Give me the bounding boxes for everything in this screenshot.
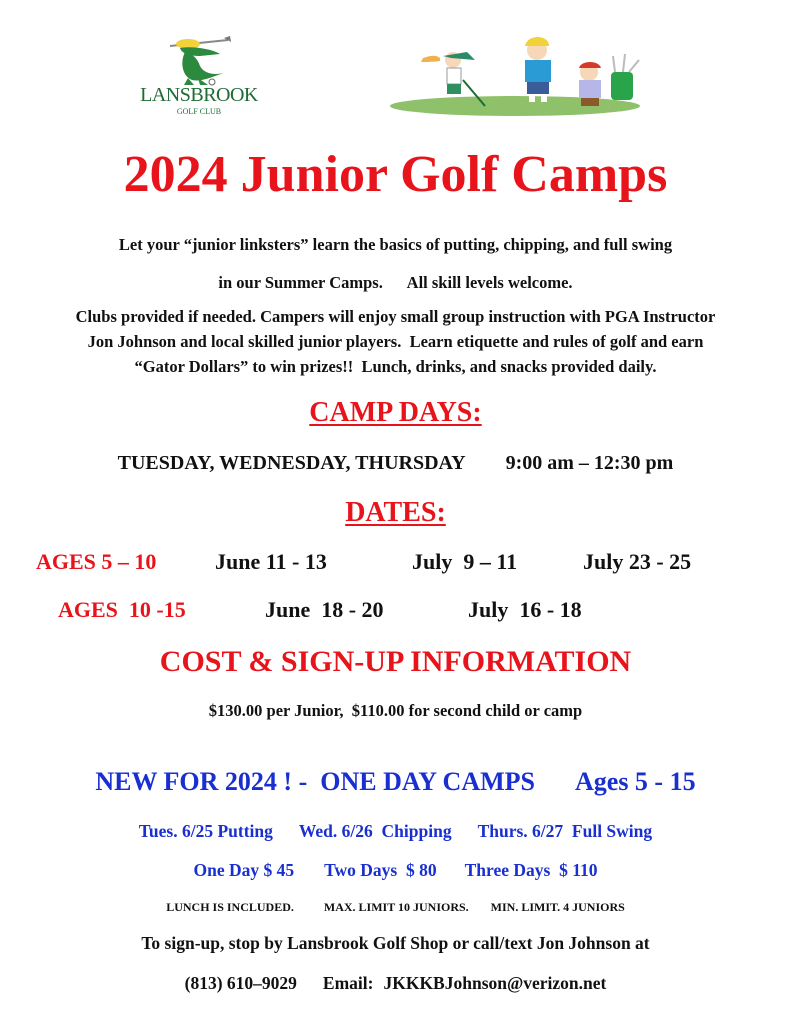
note-min-limit: MIN. LIMIT. 4 JUNIORS	[490, 900, 625, 914]
intro-line-3: Clubs provided if needed. Campers will enjoy small group instruction with PGA Instructor	[75, 307, 716, 326]
camp-days-list: TUESDAY, WEDNESDAY, THURSDAY	[117, 452, 466, 474]
ages-group-2-session-1: June 18 - 20	[265, 597, 384, 622]
price-two-days: Two Days $ 80	[324, 860, 437, 880]
ages-group-1-session-2: July 9 – 11	[412, 549, 518, 574]
one-day-camps-heading	[0, 765, 791, 799]
dates-heading	[0, 495, 791, 531]
cost-heading: COST & SIGN-UP INFORMATION	[159, 645, 632, 678]
logo-name: LANSBROOK	[140, 84, 258, 106]
one-day-notes	[0, 899, 791, 915]
camp-days-heading	[0, 395, 791, 431]
kids-golfing-illustration	[385, 28, 675, 118]
note-lunch: LUNCH IS INCLUDED.	[166, 900, 294, 914]
price-three-days: Three Days $ 110	[464, 860, 598, 880]
intro-line-4: Jon Johnson and local skilled junior players. Learn etiquette and rules of golf and earn	[87, 332, 704, 351]
intro-line-5: “Gator Dollars” to win prizes!! Lunch, drinks, and snacks provided daily.	[134, 357, 657, 376]
phone-number[interactable]: (813) 610–9029	[184, 973, 297, 993]
page-title: 2024 Junior Golf Camps	[123, 146, 668, 203]
one-day-heading-text: NEW FOR 2024 ! - ONE DAY CAMPS	[95, 767, 535, 796]
ages-group-1-session-3: July 23 - 25	[583, 549, 692, 574]
camp-days-heading-text: CAMP DAYS:	[309, 397, 482, 428]
alligator-golfer-icon	[130, 32, 270, 87]
one-day-sessions	[0, 819, 791, 843]
ages-group-2-session-2: July 16 - 18	[468, 597, 582, 622]
email-label: Email:	[322, 973, 374, 993]
cost-pricing: $130.00 per Junior, $110.00 for second child or camp	[208, 701, 583, 720]
one-day-session-3: Thurs. 6/27 Full Swing	[477, 821, 653, 841]
camp-days-schedule	[0, 450, 791, 476]
price-one-day: One Day $ 45	[193, 860, 295, 880]
contact-info	[0, 971, 791, 995]
intro-line-2: in our Summer Camps. All skill levels welcome.	[218, 273, 573, 292]
logo-subtitle: GOLF CLUB	[176, 107, 222, 116]
signup-text: To sign-up, stop by Lansbrook Golf Shop or call/text Jon Johnson at	[141, 933, 650, 953]
ages-group-1-session-1: June 11 - 13	[215, 549, 327, 574]
email-address[interactable]: JKKKBJohnson@verizon.net	[383, 973, 607, 993]
one-day-prices	[0, 858, 791, 882]
camp-time: 9:00 am – 12:30 pm	[505, 452, 674, 474]
ages-group-1-label: AGES 5 – 10	[36, 549, 157, 574]
lansbrook-logo	[130, 32, 270, 122]
note-max-limit: MAX. LIMIT 10 JUNIORS.	[323, 900, 469, 914]
one-day-session-2: Wed. 6/26 Chipping	[298, 821, 452, 841]
one-day-ages: Ages 5 - 15	[575, 767, 696, 796]
dates-heading-text: DATES:	[345, 497, 446, 528]
one-day-session-1: Tues. 6/25 Putting	[138, 821, 273, 841]
ages-group-2-label: AGES 10 -15	[58, 597, 186, 622]
intro-line-1: Let your “junior linksters” learn the basics of putting, chipping, and full swing	[118, 235, 673, 254]
